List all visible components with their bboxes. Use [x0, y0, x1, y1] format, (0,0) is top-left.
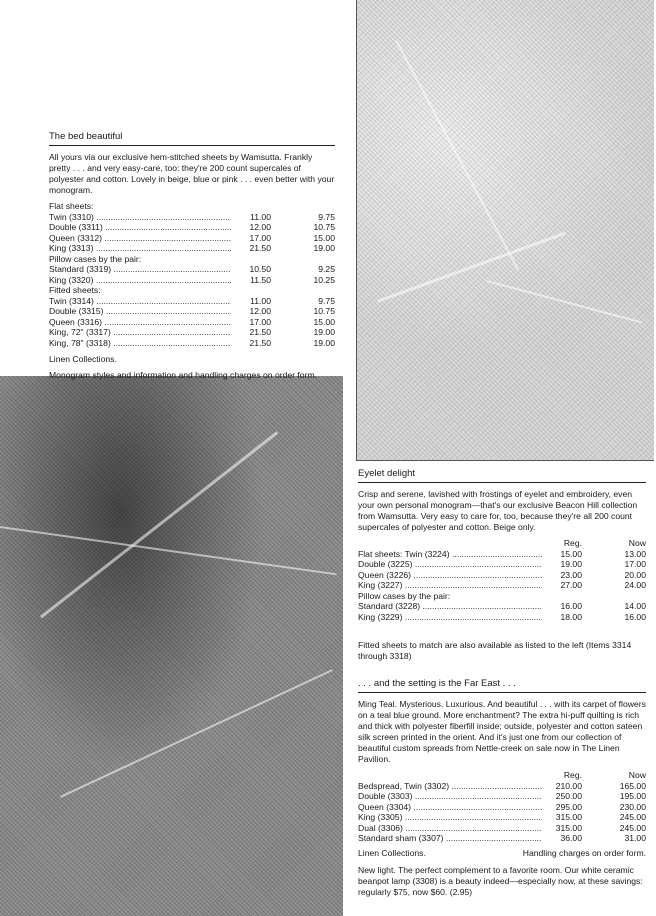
reg-price: 21.50: [249, 337, 271, 348]
col-reg: Reg.: [563, 770, 582, 780]
now-price: 230.00: [619, 801, 646, 812]
now-price: 245.00: [619, 812, 646, 822]
now-price: 19.00: [313, 337, 335, 348]
reg-price: 17.00: [249, 232, 271, 243]
reg-price: 295.00: [555, 801, 582, 812]
group-title: Pillow cases by the pair:: [358, 590, 451, 601]
price-row: [49, 296, 335, 307]
group-title-row: [49, 201, 335, 212]
price-row: [49, 212, 335, 223]
section-heading: . . . and the setting is the Far East . . .: [358, 678, 646, 693]
now-price: 9.75: [318, 211, 335, 222]
now-price: 31.00: [624, 833, 646, 843]
col-reg: Reg.: [563, 538, 582, 548]
item-name: King, 72" (3317) .....: [49, 327, 231, 338]
item-name: Standard (3319) .....: [49, 264, 231, 275]
now-price: 16.00: [624, 611, 646, 622]
lamp-copy: New light. The perfect complement to a favorite room. Our white ceramic beanpot lamp (3308) is a beauty indeed—especially now, at these savings: regularly $75, now $60. (2.95): [358, 864, 643, 897]
price-row: [49, 222, 335, 233]
price-row: [49, 327, 335, 338]
source-note: Linen Collections.: [358, 847, 426, 858]
reg-price: 21.50: [249, 327, 271, 337]
now-price: 19.00: [313, 243, 335, 253]
reg-price: 21.50: [249, 243, 271, 253]
item-name: Double (3225) .....: [358, 559, 542, 570]
price-row: [49, 264, 335, 275]
item-name: Double (3303) .....: [358, 791, 542, 802]
item-name: Queen (3226) .....: [358, 570, 542, 581]
price-row: [358, 791, 646, 802]
reg-price: 11.50: [250, 274, 271, 285]
item-name: King (3320) .....: [49, 275, 231, 286]
price-row: [358, 812, 646, 823]
item-name: Queen (3304) .....: [358, 802, 542, 813]
eyelet-section: [358, 468, 646, 667]
group-title-row: [49, 285, 335, 296]
price-table: [358, 770, 646, 844]
now-price: 13.00: [624, 548, 646, 559]
price-row: [358, 823, 646, 834]
now-price: 165.00: [619, 780, 646, 791]
price-row: [49, 243, 335, 254]
reg-price: 12.00: [249, 222, 271, 232]
item-name: Bedspread, Twin (3302) .....: [358, 781, 542, 792]
reg-price: 315.00: [555, 822, 582, 833]
now-price: 10.75: [313, 306, 335, 316]
item-name: Flat sheets: Twin (3224) .....: [358, 549, 542, 560]
reg-price: 12.00: [249, 306, 271, 316]
bed-beautiful-section: [49, 131, 335, 386]
reg-price: 19.00: [560, 559, 582, 569]
now-price: 9.75: [318, 295, 335, 306]
now-price: 10.25: [313, 274, 335, 285]
section-intro: Crisp and serene, lavished with frostings of eyelet and embroidery, even your own personal monogram—that's our exclusive Beacon Hill collection from Wamsutta. Very easy to care for, too, because they're all 200 count supercales of polyester and cotton. Beige only.: [358, 489, 638, 532]
section-intro: Ming Teal. Mysterious. Luxurious. And beautiful . . . with its carpet of flowers on a teal blue ground. More enchantment? The extra hi-puff quilting is rich and thick with polyester fiberfill inside; outside, polyester and cotton sateen silk screen printed in the orient. And it's just one from our collection of beautiful custom spreads from Nettle-creek on sale now in The Linen Pavilion.: [358, 699, 646, 764]
price-row: [358, 781, 646, 792]
source-note: Linen Collections.: [49, 354, 117, 364]
item-name: King (3313) .....: [49, 243, 231, 254]
group-title: Pillow cases by the pair:: [49, 253, 142, 264]
now-price: 10.75: [313, 222, 335, 232]
price-row: [358, 601, 646, 612]
reg-price: 16.00: [560, 601, 582, 611]
price-row: [358, 802, 646, 813]
far-east-section: [358, 678, 646, 903]
now-price: 14.00: [624, 601, 646, 611]
price-row: [49, 275, 335, 286]
now-price: 19.00: [313, 327, 335, 337]
item-name: Double (3311) .....: [49, 222, 231, 233]
item-name: King (3229) .....: [358, 612, 542, 623]
col-now: Now: [628, 538, 646, 548]
item-name: King (3305) .....: [358, 812, 542, 823]
now-price: 9.25: [318, 264, 335, 274]
price-row: [358, 570, 646, 581]
now-price: 20.00: [624, 569, 646, 580]
price-row: [358, 580, 646, 591]
now-price: 15.00: [313, 232, 335, 243]
section-intro: All yours via our exclusive hem-stitched sheets by Wamsutta. Frankly pretty . . . and very easy-care, too: they're 200 count supercales of polyester and cotton. Lovely in beige, blue or pink . . . even better with your monogram.: [49, 152, 335, 195]
item-name: Twin (3310) .....: [49, 212, 231, 223]
price-row: [358, 833, 646, 844]
reg-price: 18.00: [560, 611, 582, 622]
section-heading: The bed beautiful: [49, 131, 335, 146]
group-title-row: [49, 254, 335, 265]
reg-price: 10.50: [249, 264, 271, 274]
price-table: [49, 201, 335, 348]
reg-price: 250.00: [555, 791, 582, 801]
footnote: Monogram styles and information and handling charges on order form.: [49, 370, 317, 380]
item-name: Standard (3228) .....: [358, 601, 542, 612]
item-name: King (3227) .....: [358, 580, 542, 591]
group-title-row: [358, 591, 646, 602]
fitted-note: Fitted sheets to match are also available as listed to the left (Items 3314 through 3318): [358, 640, 632, 661]
reg-price: 17.00: [249, 316, 271, 327]
reg-price: 36.00: [560, 833, 582, 843]
group-title: Flat sheets:: [49, 201, 94, 211]
col-now: Now: [628, 770, 646, 780]
price-row: [358, 612, 646, 623]
reg-price: 15.00: [560, 548, 582, 559]
now-price: 24.00: [624, 580, 646, 590]
item-name: Dual (3306) .....: [358, 823, 542, 834]
section-heading: Eyelet delight: [358, 468, 646, 483]
item-name: Twin (3314) .....: [49, 296, 231, 307]
reg-price: 11.00: [250, 211, 271, 222]
price-row: [49, 233, 335, 244]
eyelet-sheets-photo: [356, 0, 654, 461]
price-row: [49, 306, 335, 317]
now-price: 195.00: [619, 791, 646, 801]
reg-price: 210.00: [555, 780, 582, 791]
reg-price: 23.00: [560, 569, 582, 580]
item-name: Queen (3312) .....: [49, 233, 231, 244]
handling-note: Handling charges on order form.: [522, 847, 646, 858]
price-row: [358, 549, 646, 560]
price-row: [358, 559, 646, 570]
item-name: Double (3315) .....: [49, 306, 231, 317]
now-price: 245.00: [619, 822, 646, 833]
reg-price: 27.00: [560, 580, 582, 590]
reg-price: 315.00: [555, 812, 582, 822]
price-row: [49, 338, 335, 349]
price-table: [358, 538, 646, 622]
group-title: Fitted sheets:: [49, 285, 101, 295]
bedspread-photo: [0, 376, 343, 916]
item-name: King, 78" (3318) .....: [49, 338, 231, 349]
item-name: Standard sham (3307) .....: [358, 833, 542, 844]
item-name: Queen (3316) .....: [49, 317, 231, 328]
now-price: 15.00: [313, 316, 335, 327]
now-price: 17.00: [624, 559, 646, 569]
reg-price: 11.00: [250, 295, 271, 306]
price-row: [49, 317, 335, 328]
